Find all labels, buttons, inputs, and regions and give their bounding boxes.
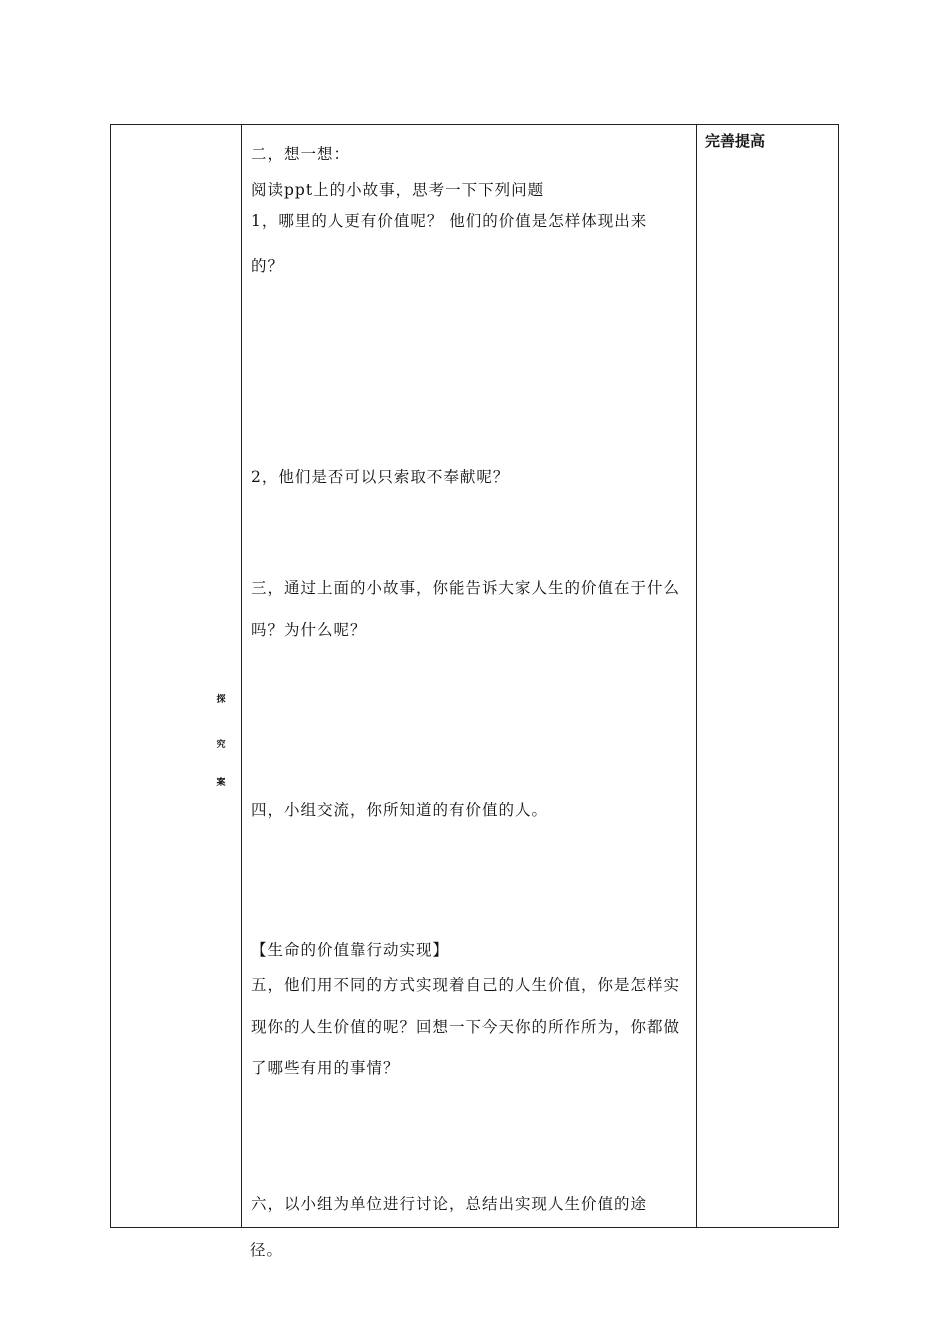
column-divider-left [241, 125, 242, 1227]
question-6-text-overflow: 径。 [250, 1241, 284, 1259]
column-divider-right [696, 125, 697, 1227]
question-5-text-cont-2: 了哪些有用的事情？ [251, 1059, 400, 1077]
question-4-text: 四，小组交流，你所知道的有价值的人。 [251, 801, 549, 819]
question-2-heading: 二，想一想： [251, 145, 351, 163]
question-3-text-cont: 吗？为什么呢？ [251, 621, 367, 639]
question-2-text: 2，他们是否可以只索取不奉献呢？ [251, 468, 510, 486]
section-label-char-3: 案 [216, 778, 226, 788]
reading-instruction: 阅读ppt上的小故事，思考一下下列问题 [251, 181, 545, 199]
worksheet-table [110, 124, 839, 1228]
question-1-text-cont: 的？ [251, 257, 285, 275]
section-label-char-2: 究 [216, 740, 226, 750]
question-1-text: 1，哪里的人更有价值呢？ 他们的价值是怎样体现出来 [251, 212, 648, 230]
question-5-text-cont-1: 现你的人生价值的呢？回想一下今天你的所作所为，你都做 [251, 1018, 681, 1036]
section-heading: 【生命的价值靠行动实现】 [251, 941, 450, 959]
question-3-text: 三，通过上面的小故事，你能告诉大家人生的价值在于什么 [251, 579, 681, 597]
right-column-header: 完善提高 [705, 132, 766, 150]
question-5-text: 五，他们用不同的方式实现着自己的人生价值，你是怎样实 [251, 976, 681, 994]
question-6-text: 六，以小组为单位进行讨论，总结出实现人生价值的途 [251, 1195, 648, 1213]
section-label-char-1: 探 [216, 695, 226, 705]
